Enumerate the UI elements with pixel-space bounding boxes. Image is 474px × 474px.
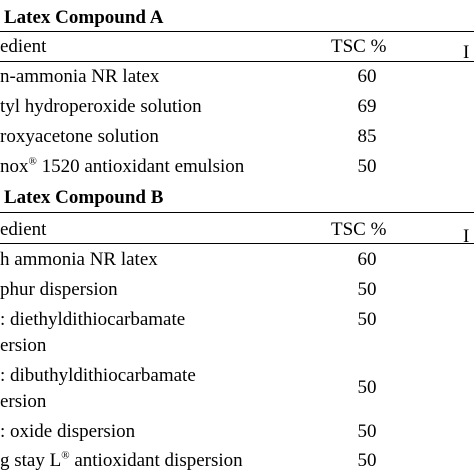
compound-a-row-3-ingredient: roxyacetone solution — [0, 126, 159, 147]
compound-b-row-4-ingredient-line2: ersion — [0, 391, 47, 412]
compound-a-edge-char: I — [463, 42, 470, 63]
compound-a-title: Latex Compound A — [4, 7, 164, 28]
compound-b-row-3-tsc: 50 — [357, 309, 377, 330]
compound-b-row-5-tsc: 50 — [357, 421, 377, 442]
compound-b-row-6-ingredient: g stay L® antioxidant dispersion — [0, 449, 243, 471]
compound-b-edge-char: I — [463, 226, 470, 247]
compound-b-header-tsc: TSC % — [331, 219, 387, 240]
compound-b-row-3-ingredient: : diethyldithiocarbamate — [0, 309, 186, 330]
compound-a-header-ingredient: edient — [0, 36, 47, 57]
compound-b-row-2-tsc: 50 — [357, 279, 377, 300]
compound-a-row-1-ingredient: n-ammonia NR latex — [0, 66, 160, 87]
compound-a-header-tsc: TSC % — [331, 36, 387, 57]
compound-b-row-1-ingredient: h ammonia NR latex — [0, 249, 158, 270]
compound-b-title: Latex Compound B — [4, 187, 164, 208]
compound-b-header-rule — [0, 243, 474, 244]
compound-a-row-3-tsc: 85 — [357, 126, 377, 147]
compound-a-top-rule — [0, 31, 474, 32]
compound-a-row-2-tsc: 69 — [357, 96, 377, 117]
compound-b-top-rule — [0, 212, 474, 213]
compound-b-row-1-tsc: 60 — [357, 249, 377, 270]
compound-a-row-4-tsc: 50 — [357, 156, 377, 177]
compound-b-row-4-tsc: 50 — [357, 377, 377, 398]
compound-b-row-5-ingredient: : oxide dispersion — [0, 421, 136, 442]
compound-b-row-4-ingredient: : dibuthyldithiocarbamate — [0, 365, 196, 386]
compound-a-row-4-ingredient: nox® 1520 antioxidant emulsion — [0, 155, 245, 177]
compound-a-row-2-ingredient: tyl hydroperoxide solution — [0, 96, 202, 117]
compound-b-header-ingredient: edient — [0, 219, 47, 240]
compound-b-row-3-ingredient-line2: ersion — [0, 335, 47, 356]
compound-b-row-2-ingredient: phur dispersion — [0, 279, 118, 300]
compound-b-row-6-tsc: 50 — [357, 450, 377, 471]
compound-a-header-rule — [0, 61, 474, 62]
compound-a-row-1-tsc: 60 — [357, 66, 377, 87]
